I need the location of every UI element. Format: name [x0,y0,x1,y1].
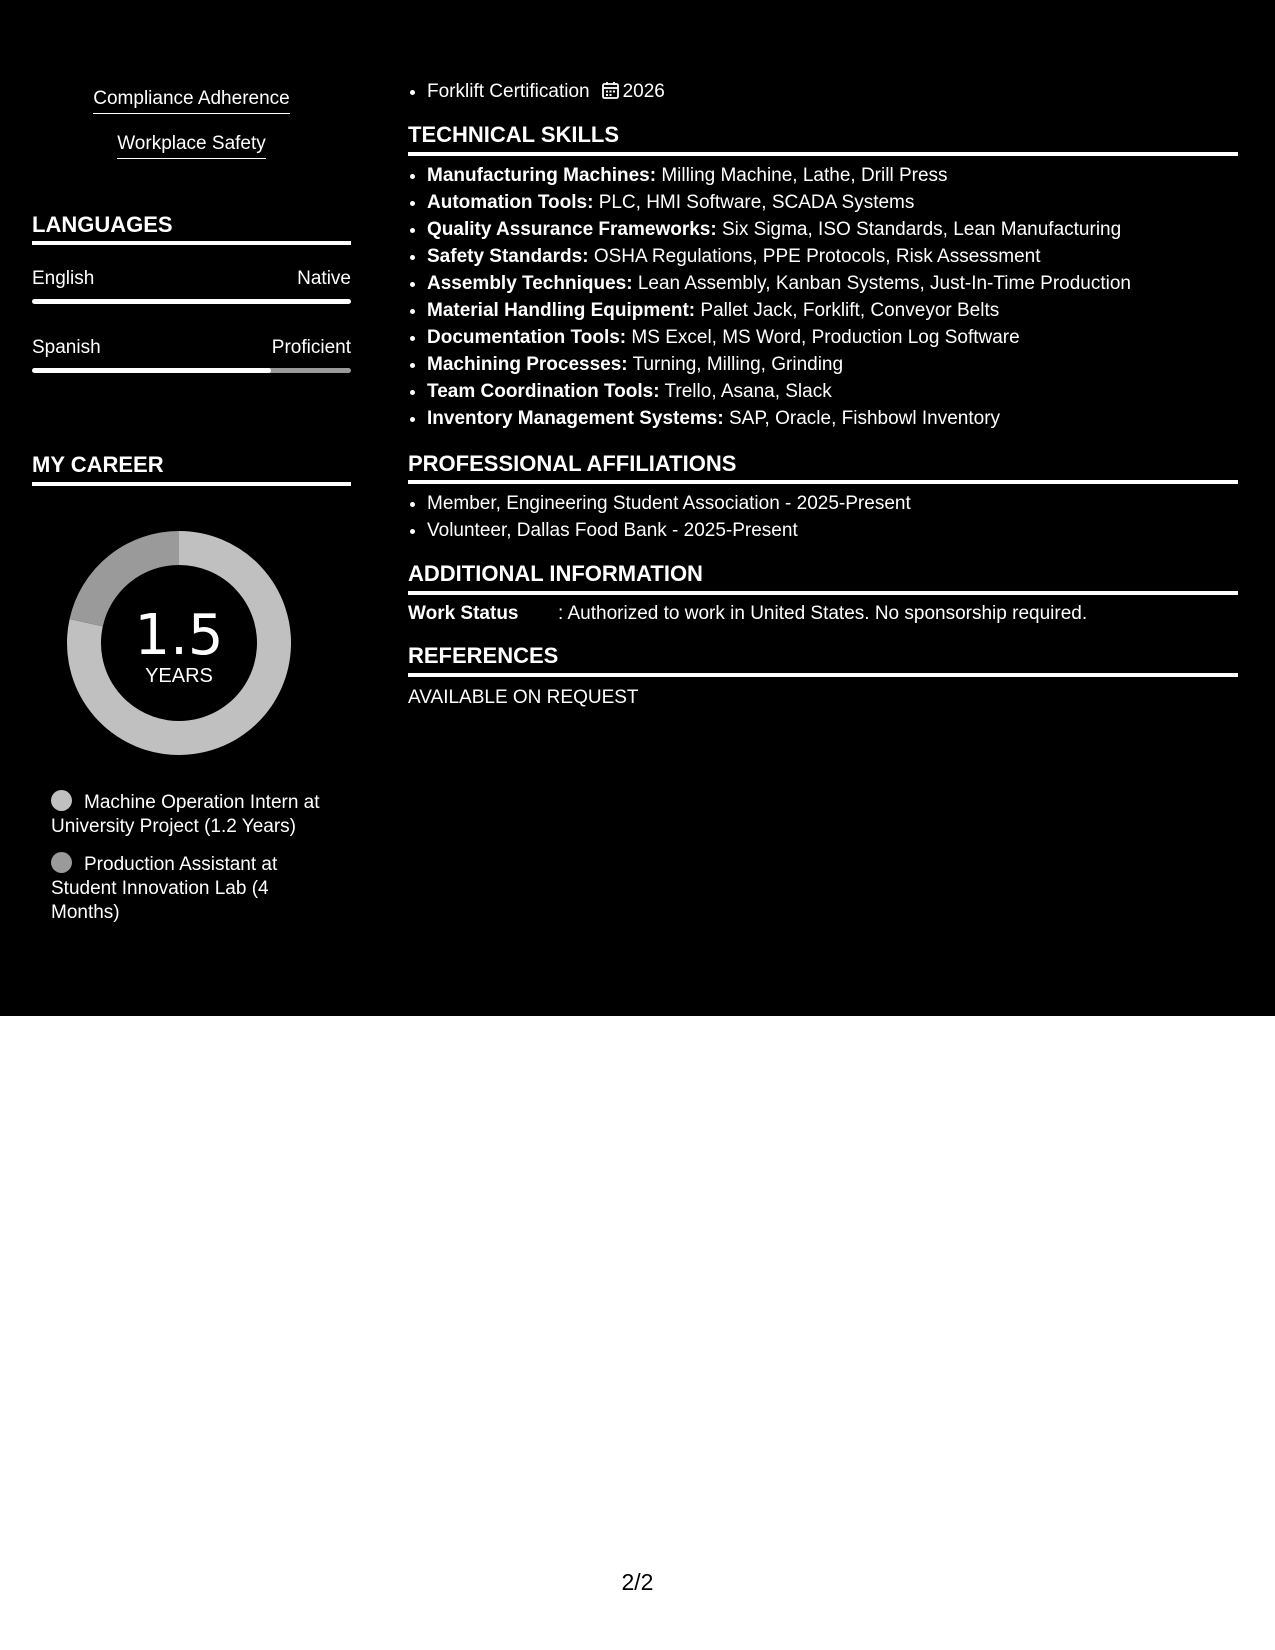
skill-values: Trello, Asana, Slack [664,381,832,402]
language-name: English [32,268,95,289]
skill-category: Manufacturing Machines: [427,165,657,186]
career-legend-item [51,852,326,925]
language-bar-spanish [32,368,351,373]
skill-category: Automation Tools: [427,192,594,213]
language-bar-fill [32,368,271,373]
skill-values: Milling Machine, Lathe, Drill Press [661,165,948,186]
skill-category: Quality Assurance Frameworks: [427,219,717,240]
career-legend-label: Machine Operation Intern at University Project (1.2 Years) [51,792,320,837]
skill-values: PLC, HMI Software, SCADA Systems [598,192,915,213]
skill-values: Turning, Milling, Grinding [632,354,844,375]
skill-link-workplace-safety[interactable] [0,133,383,159]
certification-list [408,78,1238,105]
career-total-value: 1.5 [134,603,224,668]
certification-year: 2026 [622,81,665,102]
skill-item [427,297,1238,324]
skill-item [427,405,1238,432]
career-heading: MY CAREER [32,452,164,477]
affiliation-item: • Member, Engineering Student Association - 2025-Present [427,490,1238,517]
language-row-english [32,268,351,290]
skill-category: Material Handling Equipment: [427,300,696,321]
skill-link-label: Compliance Adherence [93,88,289,114]
language-level: Proficient [271,337,351,358]
work-status-row [408,602,1238,626]
skill-item [427,351,1238,378]
skill-item [427,378,1238,405]
skill-values: Pallet Jack, Forklift, Conveyor Belts [700,300,1000,321]
additional-info-heading: ADDITIONAL INFORMATION [408,561,703,586]
career-donut-chart [66,530,292,756]
legend-dot [51,852,72,873]
language-row-spanish [32,337,351,359]
skill-values: SAP, Oracle, Fishbowl Inventory [728,408,1001,429]
skill-category: Assembly Techniques: [427,273,633,294]
skill-category: Machining Processes: [427,354,628,375]
legend-dot [51,790,72,811]
list-item [427,78,1238,105]
technical-skills-list [408,162,1238,432]
skill-values: OSHA Regulations, PPE Protocols, Risk Assessment [593,246,1041,267]
career-legend-item [51,790,326,839]
affiliations-divider [408,480,1238,484]
references-text: AVAILABLE ON REQUEST [408,687,639,708]
affiliations-heading: PROFESSIONAL AFFILIATIONS [408,451,737,476]
skill-values: MS Excel, MS Word, Production Log Software [631,327,1020,348]
additional-info-divider [408,591,1238,595]
skill-category: Team Coordination Tools: [427,381,660,402]
languages-heading: LANGUAGES [32,212,173,237]
skill-item [427,270,1238,297]
work-status-label: Work Status [408,603,519,624]
language-bar-english [32,299,351,304]
skill-item [427,216,1238,243]
career-total-unit: YEARS [145,665,213,687]
career-divider [32,482,351,486]
skill-link-compliance[interactable] [0,88,383,114]
languages-divider [32,241,351,245]
technical-skills-divider [408,152,1238,156]
skill-category: Inventory Management Systems: [427,408,724,429]
language-bar-fill [32,299,351,304]
language-level: Native [297,268,351,289]
skill-item [427,189,1238,216]
page-number: 2/2 [621,1569,654,1595]
skill-item [427,324,1238,351]
career-legend-label: Production Assistant at Student Innovation Lab (4 Months) [51,854,278,923]
skill-link-label: Workplace Safety [117,133,266,159]
sidebar [0,0,383,1016]
certification-name: Forklift Certification [427,81,590,102]
skill-item [427,243,1238,270]
skill-category: Safety Standards: [427,246,589,267]
language-name: Spanish [32,337,101,358]
references-divider [408,673,1238,677]
skill-category: Documentation Tools: [427,327,627,348]
skill-item [427,162,1238,189]
calendar-icon [602,81,619,99]
affiliation-item: • Volunteer, Dallas Food Bank - 2025-Present [427,517,1238,544]
work-status-value: : Authorized to work in United States. No sponsorship required. [558,603,1088,624]
technical-skills-heading: TECHNICAL SKILLS [408,122,620,147]
references-heading: REFERENCES [408,643,559,668]
skill-values: Six Sigma, ISO Standards, Lean Manufacturing [721,219,1122,240]
skill-values: Lean Assembly, Kanban Systems, Just-In-Time Production [637,273,1131,294]
affiliations-list [408,490,1238,544]
